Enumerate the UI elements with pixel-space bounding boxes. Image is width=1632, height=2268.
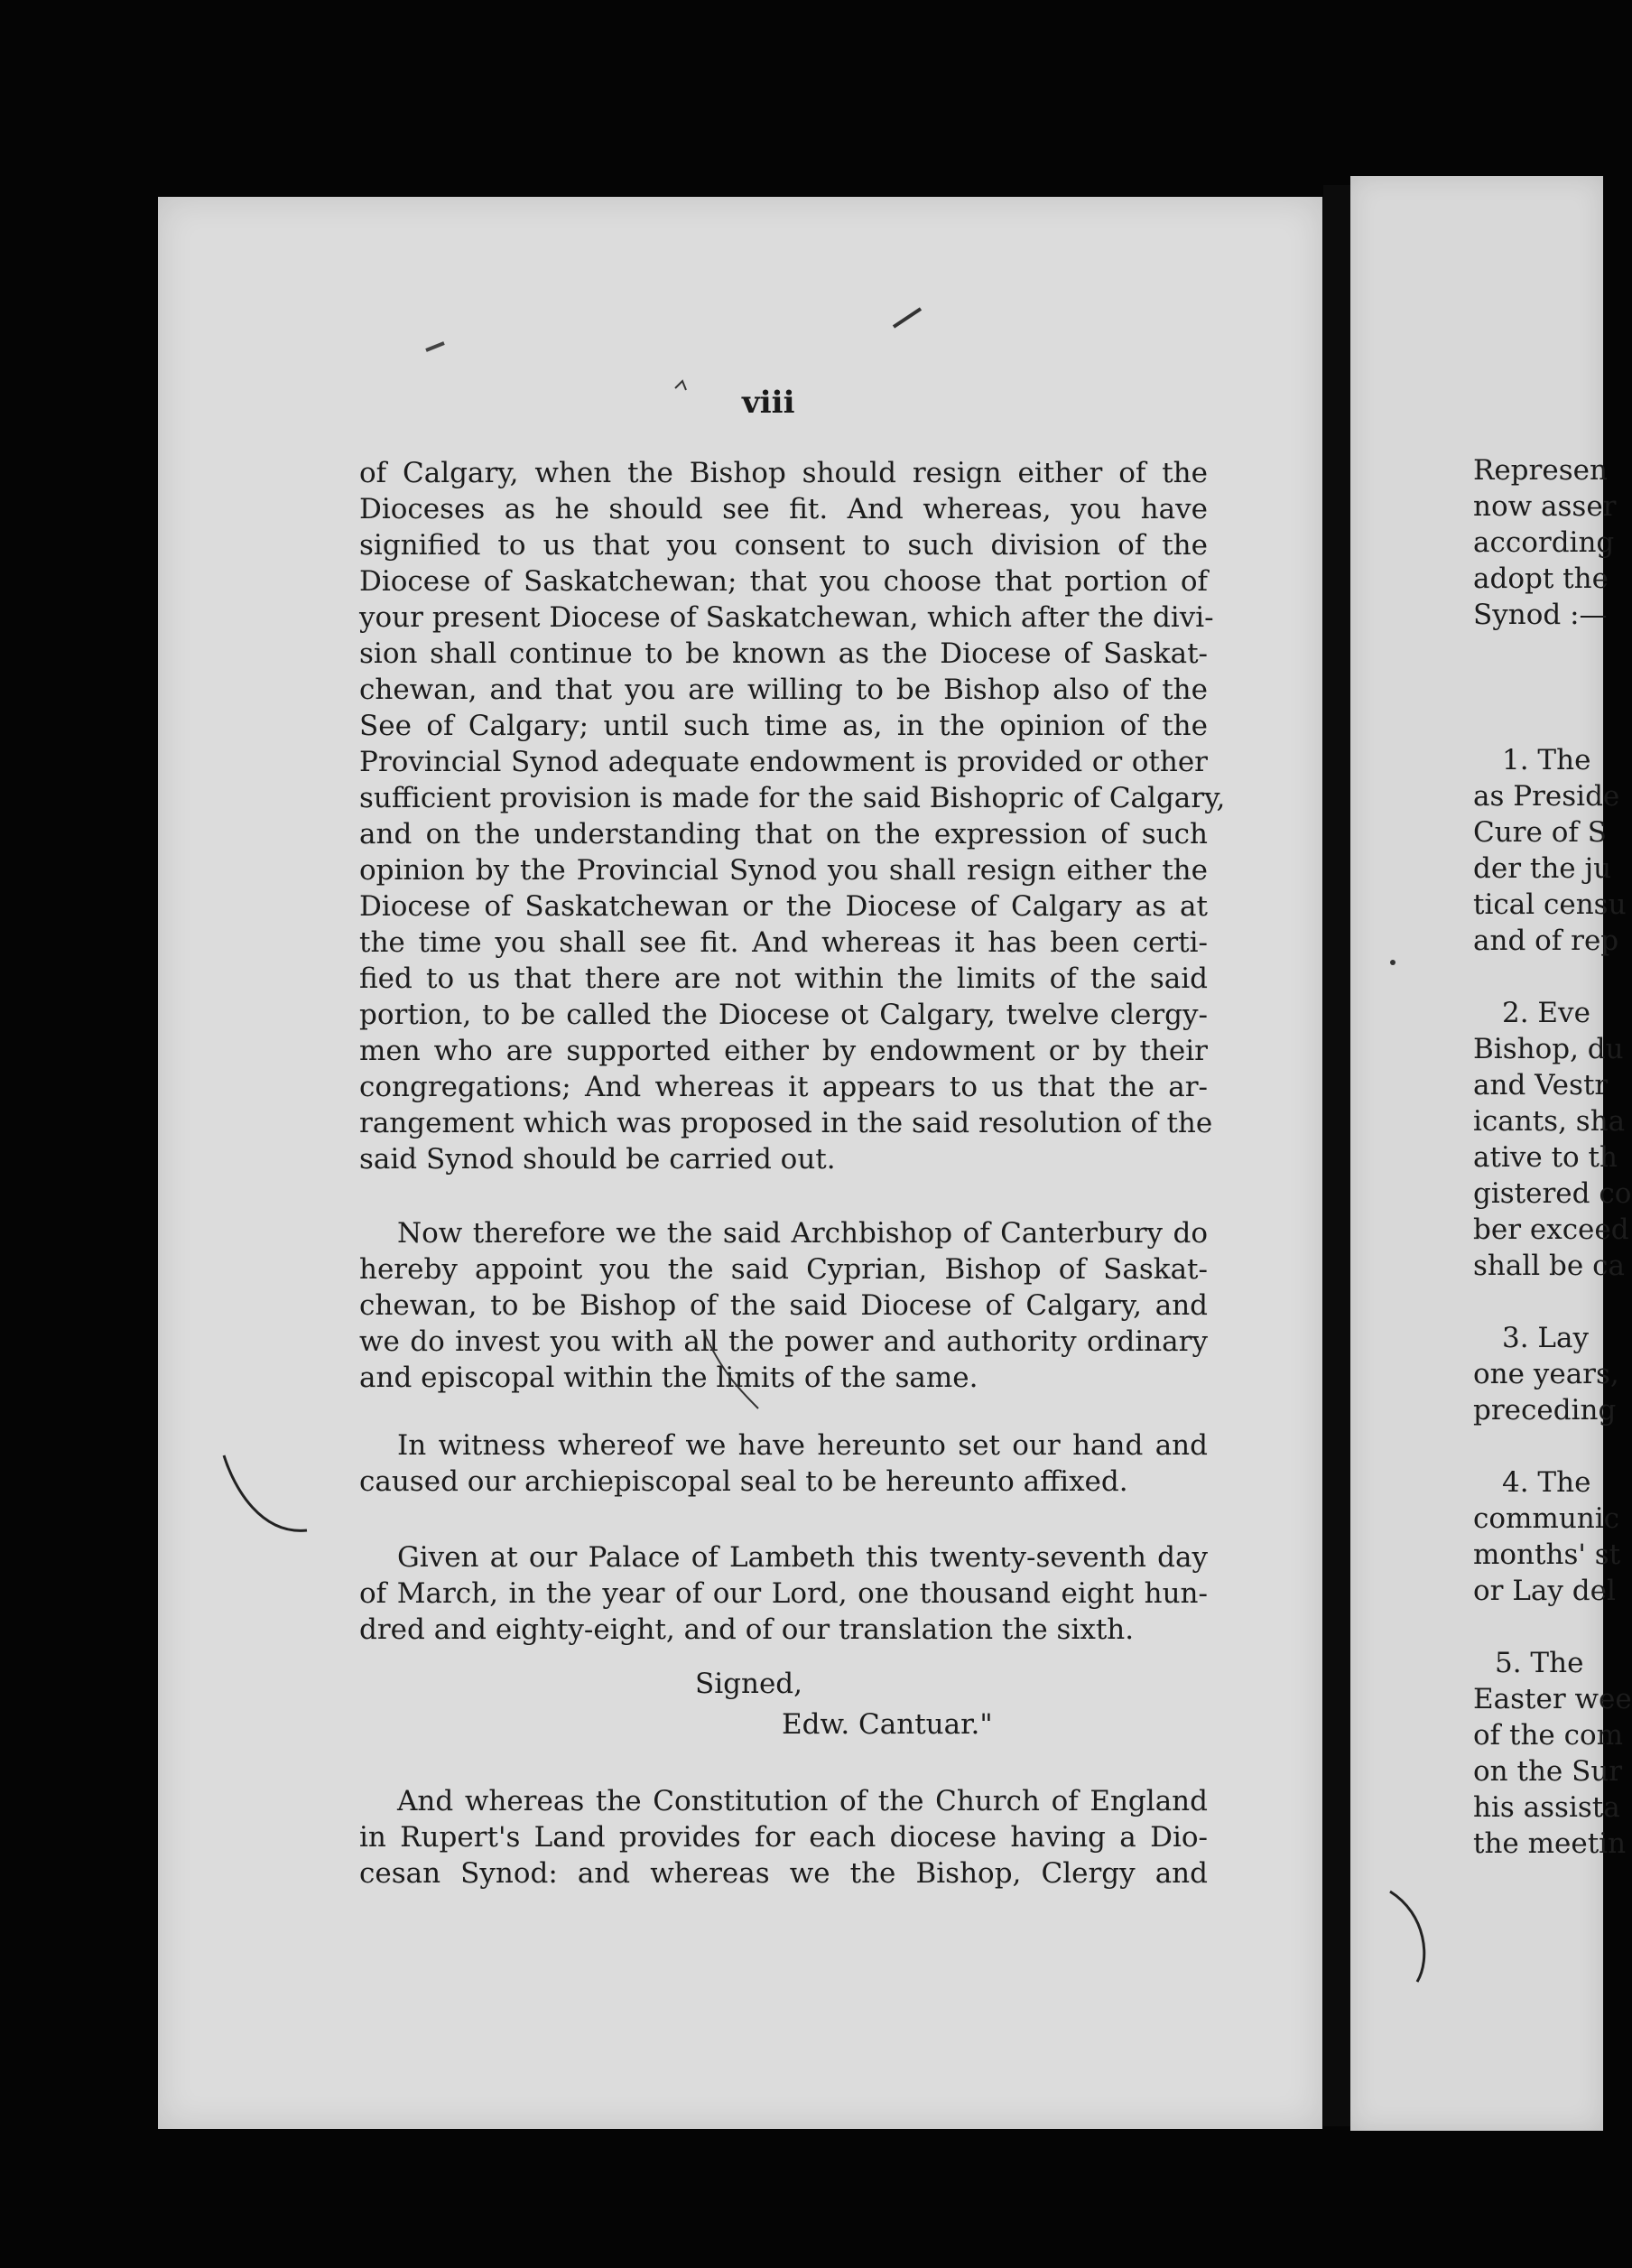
right-text-line: ative to th [1473, 1141, 1618, 1174]
right-text-line: one years, [1473, 1358, 1619, 1390]
text-line: signified to us that you consent to such division of the [359, 529, 1208, 562]
ink-stroke-left-margin [224, 1455, 307, 1530]
text-line: portion, to be called the Diocese ot Calgary, twelve clergy- [359, 999, 1208, 1031]
right-text-line: as Preside [1473, 780, 1620, 813]
right-text-line: der the ju [1473, 852, 1612, 885]
text-line: In witness whereof we have hereunto set our hand and [397, 1429, 1208, 1462]
text-line: of March, in the year of our Lord, one thousand eight hun- [359, 1577, 1208, 1610]
text-line: in Rupert's Land provides for each diocese having a Dio- [359, 1821, 1208, 1854]
right-text-line: 4. The [1502, 1466, 1591, 1499]
right-text-line: or Lay del [1473, 1575, 1616, 1607]
right-text-line: months' st [1473, 1538, 1621, 1571]
text-line: hereby appoint you the said Cyprian, Bishop of Saskat- [359, 1253, 1208, 1286]
ink-speck [675, 381, 686, 390]
text-line: caused our archiepiscopal seal to be hereunto affixed. [359, 1465, 1128, 1498]
right-text-line: Bishop, du [1473, 1033, 1624, 1065]
right-text-line: and Vestr [1473, 1069, 1609, 1101]
right-text-line: his assista [1473, 1791, 1620, 1824]
right-text-line: 2. Eve [1502, 997, 1590, 1029]
text-line: Provincial Synod adequate endowment is provided or other [359, 746, 1208, 778]
right-text-line: Represen [1473, 454, 1608, 487]
text-line: congregations; And whereas it appears to us that the ar- [359, 1071, 1208, 1103]
text-line: of Calgary, when the Bishop should resign either of the [359, 457, 1208, 489]
right-text-line: of the com [1473, 1719, 1624, 1752]
text-line: and on the understanding that on the expression of such [359, 818, 1208, 850]
right-text-line: 1. The [1502, 744, 1591, 776]
right-text-line: 5. The [1495, 1647, 1584, 1679]
text-line: we do invest you with all the power and authority ordinary [359, 1325, 1208, 1358]
right-text-line: ber exceed [1473, 1213, 1629, 1246]
text-line: Now therefore we the said Archbishop of Canterbury do [397, 1217, 1208, 1250]
right-text-line: adopt the [1473, 562, 1609, 595]
right-text-line: and of rep [1473, 925, 1619, 957]
text-line: And whereas the Constitution of the Church of England [397, 1785, 1208, 1817]
text-line: Dioceses as he should see fit. And whereas, you have [359, 493, 1208, 525]
ink-speck [1390, 960, 1396, 965]
right-text-line: icants, sha [1473, 1105, 1626, 1138]
text-line: Diocese of Saskatchewan or the Diocese of Calgary as at [359, 890, 1208, 923]
text-line: and episcopal within the limits of the same. [359, 1362, 978, 1394]
right-text-line: on the Sur [1473, 1755, 1623, 1788]
right-text-line: 3. Lay [1502, 1322, 1590, 1354]
text-line: rangement which was proposed in the said resolution of the [359, 1107, 1213, 1139]
text-line: opinion by the Provincial Synod you shall resign either the [359, 854, 1208, 887]
ink-stroke-right-page [1390, 1892, 1424, 1982]
text-line: cesan Synod: and whereas we the Bishop, Clergy and [359, 1857, 1208, 1890]
ink-speck [426, 343, 444, 350]
text-line: Given at our Palace of Lambeth this twenty-seventh day [397, 1541, 1208, 1574]
ink-speck [894, 309, 921, 327]
right-text-line: Easter wee [1473, 1683, 1632, 1715]
page-number: viii [742, 385, 795, 421]
text-line: sufficient provision is made for the said Bishopric of Calgary, [359, 782, 1226, 814]
ink-stroke [704, 1333, 758, 1408]
text-line: your present Diocese of Saskatchewan, which after the divi- [359, 601, 1214, 634]
right-text-line: preceding [1473, 1394, 1617, 1427]
signed-label: Signed, [695, 1668, 803, 1700]
right-text-line: Synod :— [1473, 599, 1608, 631]
text-line: Diocese of Saskatchewan; that you choose that portion of [359, 565, 1208, 598]
right-text-line: communic [1473, 1502, 1620, 1535]
right-text-line: shall be ca [1473, 1250, 1625, 1282]
right-text-line: the meetin [1473, 1827, 1627, 1860]
right-text-line: tical censu [1473, 888, 1627, 921]
right-text-line: according [1473, 526, 1615, 559]
text-line: fied to us that there are not within the limits of the said [359, 962, 1208, 995]
text-line: dred and eighty-eight, and of our translation the sixth. [359, 1613, 1135, 1646]
text-line: the time you shall see fit. And whereas it has been certi- [359, 926, 1208, 959]
right-text-line: Cure of S [1473, 816, 1607, 849]
text-line: chewan, to be Bishop of the said Diocese of Calgary, and [359, 1289, 1208, 1322]
right-text-line: now asser [1473, 490, 1617, 523]
text-line: chewan, and that you are willing to be Bishop also of the [359, 674, 1208, 706]
right-text-line: gistered co [1473, 1177, 1632, 1210]
text-line: See of Calgary; until such time as, in the opinion of the [359, 710, 1208, 742]
text-line: sion shall continue to be known as the Diocese of Saskat- [359, 637, 1208, 670]
signature-name: Edw. Cantuar." [782, 1708, 993, 1741]
text-line: men who are supported either by endowment or by their [359, 1035, 1208, 1067]
text-line: said Synod should be carried out. [359, 1143, 836, 1176]
